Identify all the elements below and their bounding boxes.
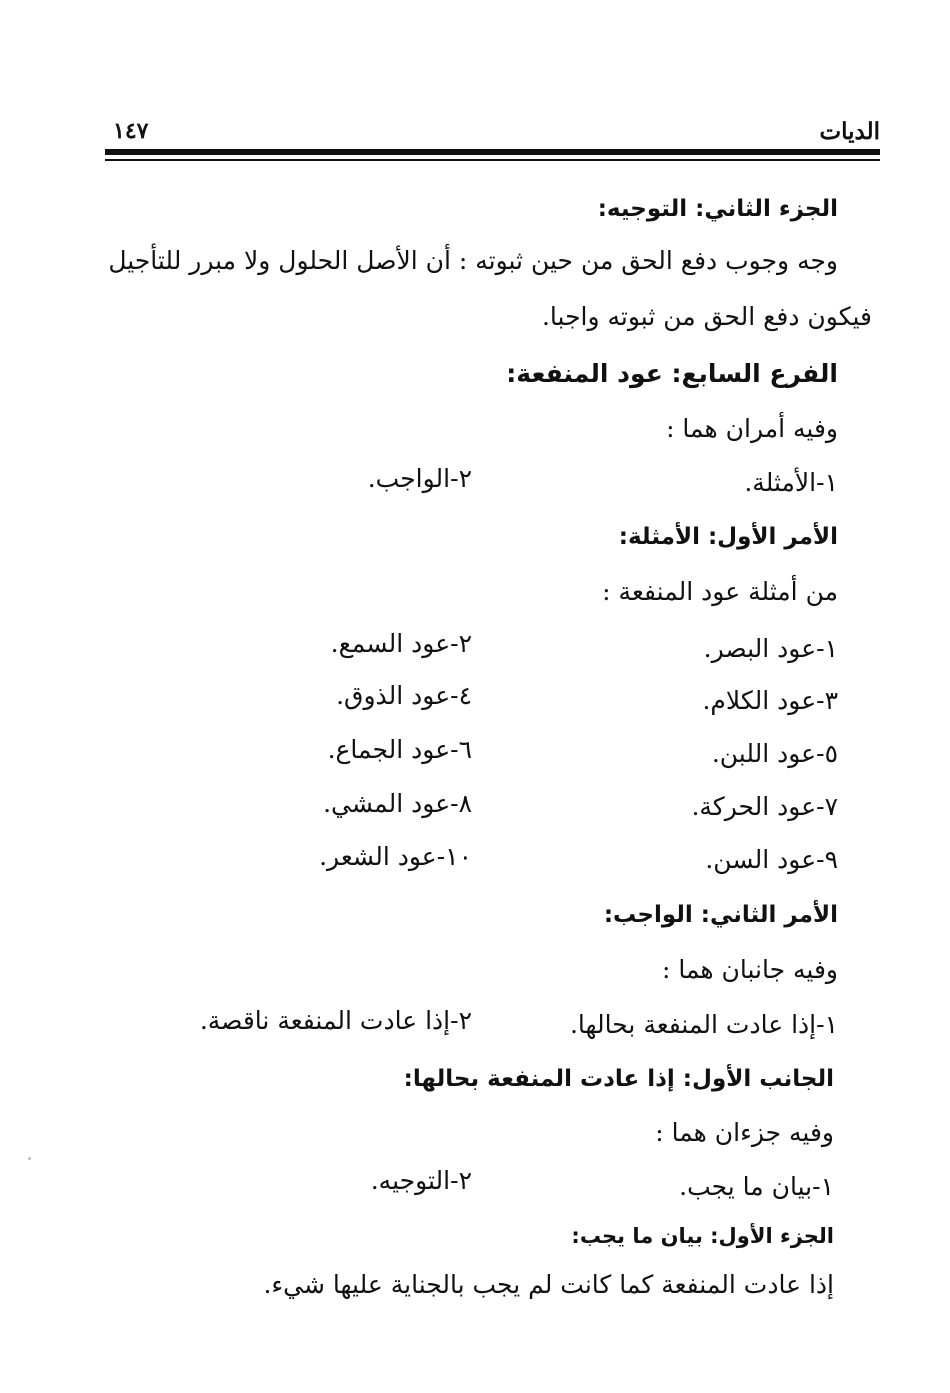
list-item: ١-بيان ما يجب. — [679, 1172, 834, 1201]
intro-line: وفيه أمران هما : — [666, 414, 838, 443]
list-item: ٢-عود السمع. — [330, 629, 472, 658]
heading-branch-seven: الفرع السابع: عود المنفعة: — [506, 359, 838, 388]
list-item: ٢-الواجب. — [367, 464, 472, 493]
list-item: ٢-إذا عادت المنفعة ناقصة. — [199, 1006, 472, 1035]
list-item: ١-إذا عادت المنفعة بحالها. — [569, 1010, 838, 1039]
heading-matter-two: الأمر الثاني: الواجب: — [603, 902, 838, 928]
list-item: ٥-عود اللبن. — [711, 739, 838, 768]
list-item: ٤-عود الذوق. — [336, 681, 472, 710]
heading-part-two-guidance: الجزء الثاني: التوجيه: — [597, 196, 838, 222]
paragraph-line: فيكون دفع الحق من ثبوته واجبا. — [541, 302, 872, 331]
list-item: ٨-عود المشي. — [323, 789, 472, 818]
heading-side-one: الجانب الأول: إذا عادت المنفعة بحالها: — [403, 1066, 834, 1092]
list-item: ٣-عود الكلام. — [702, 686, 838, 715]
list-item: ٢-التوجيه. — [370, 1166, 472, 1195]
header-rule-thin — [105, 159, 880, 161]
list-item: ٦-عود الجماع. — [327, 735, 472, 764]
paragraph-line: إذا عادت المنفعة كما كانت لم يجب بالجناية عليها شيء. — [263, 1270, 834, 1299]
header-rule-thick — [105, 149, 880, 155]
list-item: ٩-عود السن. — [705, 845, 838, 874]
list-item: ٧-عود الحركة. — [691, 792, 838, 821]
list-item: ١٠-عود الشعر. — [319, 842, 472, 871]
intro-line: من أمثلة عود المنفعة : — [602, 577, 838, 606]
list-item: ١-الأمثلة. — [744, 468, 838, 497]
paragraph-line: وجه وجوب دفع الحق من حين ثبوته : أن الأصل الحلول ولا مبرر للتأجيل — [108, 246, 838, 275]
scan-speck — [28, 1157, 31, 1160]
intro-line: وفيه جانبان هما : — [661, 955, 838, 984]
intro-line: وفيه جزءان هما : — [655, 1118, 834, 1147]
header-title: الديات — [819, 118, 880, 145]
page-number: ١٤٧ — [113, 118, 149, 144]
list-item: ١-عود البصر. — [703, 634, 838, 663]
heading-part-one: الجزء الأول: بيان ما يجب: — [571, 1224, 834, 1248]
running-header — [105, 118, 880, 148]
heading-matter-one: الأمر الأول: الأمثلة: — [618, 524, 838, 550]
